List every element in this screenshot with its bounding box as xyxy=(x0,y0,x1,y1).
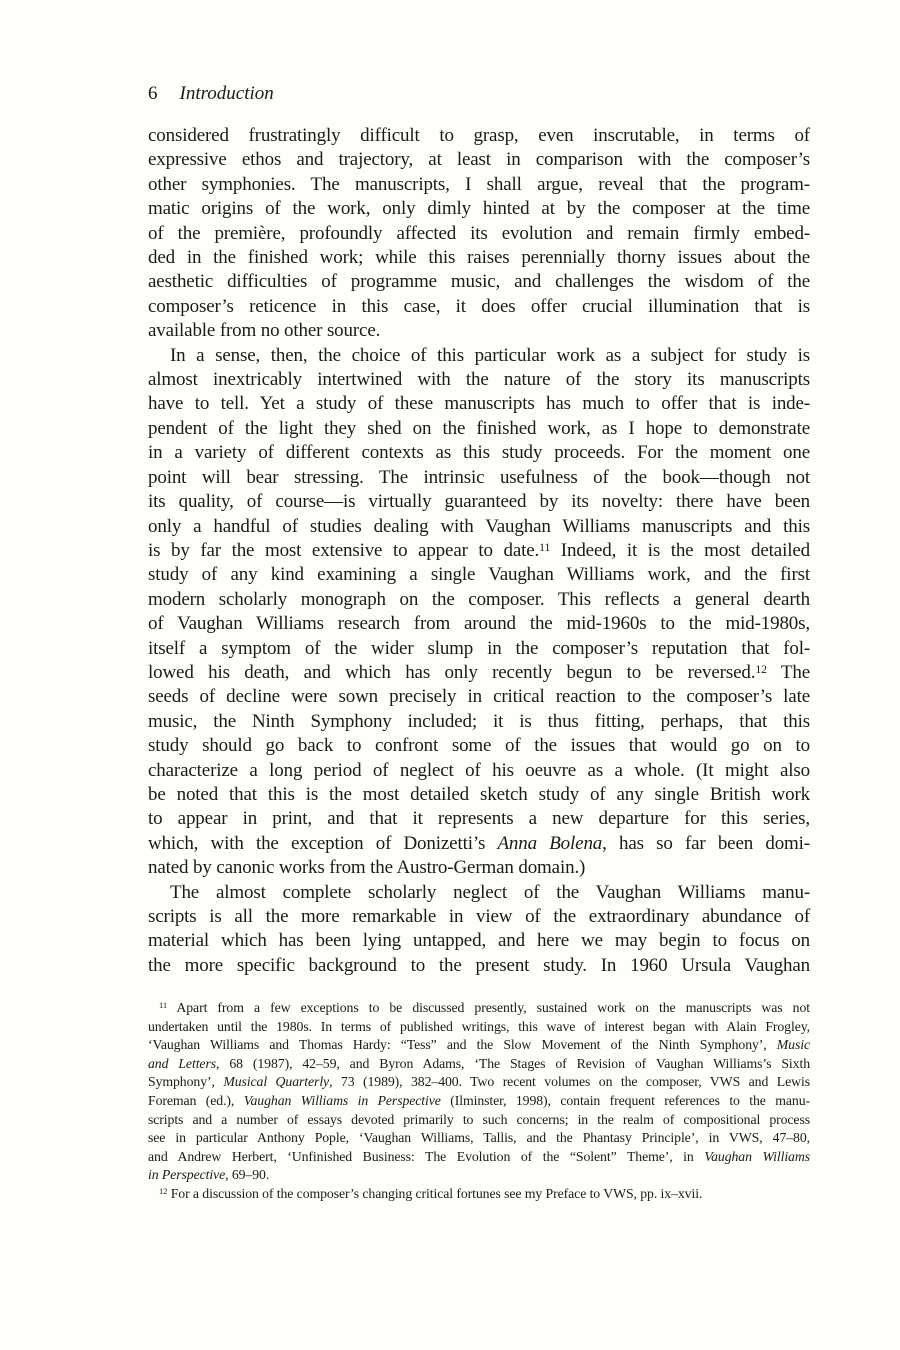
text-segment: in Perspective xyxy=(148,1167,226,1183)
text-line xyxy=(148,270,810,294)
paragraph xyxy=(148,881,810,979)
text-line xyxy=(148,612,810,636)
text-segment: in a variety of different contexts as this study proceeds. For the moment one xyxy=(148,442,810,464)
footnote-ref: 11 xyxy=(539,540,551,554)
paragraph xyxy=(148,1185,810,1204)
text-segment: lowed his death, and which has only recently begun to be reversed. xyxy=(148,661,756,683)
paragraph xyxy=(148,344,810,881)
text-segment: (Ilminster, 1998), contain frequent references to the manu- xyxy=(440,1092,810,1108)
text-line xyxy=(148,637,810,661)
text-line xyxy=(148,1036,810,1055)
text-segment: modern scholarly monograph on the composer. This reflects a general dearth xyxy=(148,588,810,610)
text-line xyxy=(148,344,810,368)
text-segment: material which has been lying untapped, and here we may begin to focus on xyxy=(148,930,810,952)
text-segment: only a handful of studies dealing with Vaughan Williams manuscripts and this xyxy=(148,515,810,537)
text-segment: aesthetic difficulties of programme music, and challenges the wisdom of the xyxy=(148,271,810,293)
text-segment: study should go back to confront some of the issues that would go on to xyxy=(148,735,810,757)
text-line xyxy=(148,759,810,783)
text-segment: other symphonies. The manuscripts, I shall argue, reveal that the program- xyxy=(148,173,810,195)
text-segment: The almost complete scholarly neglect of the Vaughan Williams manu- xyxy=(170,881,810,903)
text-line xyxy=(148,1092,810,1111)
text-segment: its quality, of course—is virtually guaranteed by its novelty: there have been xyxy=(148,491,810,513)
text-segment: of the première, profoundly affected its evolution and remain firmly embed- xyxy=(148,222,810,244)
text-line xyxy=(148,710,810,734)
text-segment: , 68 (1987), 42–59, and Byron Adams, ‘The Stages of Revision of Vaughan Williams’s Sixth xyxy=(216,1055,810,1071)
text-line xyxy=(148,368,810,392)
text-segment: In a sense, then, the choice of this particular work as a subject for study is xyxy=(170,344,810,366)
text-line xyxy=(148,197,810,221)
text-segment: characterize a long period of neglect of his oeuvre as a whole. (It might also xyxy=(148,759,810,781)
text-segment: Symphony’, xyxy=(148,1074,224,1090)
text-segment: music, the Ninth Symphony included; it is thus fitting, perhaps, that this xyxy=(148,710,810,732)
text-line xyxy=(148,685,810,709)
text-line xyxy=(148,466,810,490)
text-segment: The xyxy=(766,661,810,683)
text-segment: seeds of decline were sown precisely in critical reaction to the composer’s late xyxy=(148,686,810,708)
text-line xyxy=(148,856,810,880)
text-segment: the more specific background to the present study. In 1960 Ursula Vaughan xyxy=(148,954,810,976)
text-line xyxy=(148,1073,810,1092)
text-segment: , 73 (1989), 382–400. Two recent volumes on the composer, VWS and Lewis xyxy=(329,1074,810,1090)
text-line xyxy=(148,1185,810,1204)
text-segment: which, with the exception of Donizetti’s xyxy=(148,832,498,854)
text-line xyxy=(148,222,810,246)
text-line xyxy=(148,929,810,953)
text-segment: Foreman (ed.), xyxy=(148,1092,244,1108)
text-segment: considered frustratingly difficult to grasp, even inscrutable, in terms of xyxy=(148,125,810,146)
text-line xyxy=(148,832,810,856)
text-line xyxy=(148,295,810,319)
text-segment: study of any kind examining a single Vaughan Williams work, and the first xyxy=(148,564,810,586)
footnote-ref: 12 xyxy=(755,662,767,676)
text-segment: and Andrew Herbert, ‘Unfinished Business: The Evolution of the “Solent” Theme’, in xyxy=(148,1148,705,1164)
text-segment: composer’s reticence in this case, it does offer crucial illumination that is xyxy=(148,295,810,317)
text-segment: scripts is all the more remarkable in view of the extraordinary abundance of xyxy=(148,906,810,927)
footnote-ref: 11 xyxy=(159,1000,168,1011)
text-segment: undertaken until the 1980s. In terms of published writings, this wave of interest began with Alain Frogley, xyxy=(148,1018,810,1034)
text-segment: pendent of the light they shed on the finished work, as I hope to demonstrate xyxy=(148,417,810,439)
text-segment: Vaughan Williams xyxy=(704,1148,810,1164)
text-segment: available from no other source. xyxy=(148,320,381,342)
text-segment: Indeed, it is the most detailed xyxy=(550,539,810,561)
body-text xyxy=(148,124,810,978)
text-segment: , 69–90. xyxy=(225,1167,270,1183)
text-segment: Music xyxy=(776,1037,810,1053)
text-line xyxy=(148,539,810,563)
text-segment: see in particular Anthony Pople, ‘Vaughan Williams, Tallis, and the Phantasy Principle’, in VWS, 47–80, xyxy=(148,1130,810,1146)
text-line xyxy=(148,441,810,465)
text-segment: almost inextricably intertwined with the nature of the story its manuscripts xyxy=(148,369,810,391)
text-line xyxy=(148,807,810,831)
text-segment: point will bear stressing. The intrinsic usefulness of the book—though not xyxy=(148,466,810,488)
footnote-ref: 12 xyxy=(159,1186,168,1197)
text-line xyxy=(148,124,810,148)
page-number: 6 xyxy=(148,83,158,104)
text-line xyxy=(148,148,810,172)
footnotes xyxy=(148,999,810,1204)
text-line xyxy=(148,173,810,197)
text-segment: Musical Quarterly xyxy=(223,1074,330,1090)
text-segment: is by far the most extensive to appear to date. xyxy=(148,539,540,561)
text-line xyxy=(148,490,810,514)
text-segment: Vaughan Williams in Perspective xyxy=(243,1092,441,1108)
text-segment: have to tell. Yet a study of these manuscripts has much to offer that is inde- xyxy=(148,393,810,415)
running-header xyxy=(148,82,810,106)
text-segment: Apart from a few exceptions to be discussed presently, sustained work on the manuscripts was not xyxy=(167,1000,810,1015)
text-segment: ded in the finished work; while this raises perennially thorny issues about the xyxy=(148,247,810,269)
text-line xyxy=(148,588,810,612)
text-segment: of Vaughan Williams research from around the mid-1960s to the mid-1980s, xyxy=(148,613,810,635)
text-line xyxy=(148,905,810,929)
text-line xyxy=(148,1055,810,1074)
text-segment: For a discussion of the composer’s changing critical fortunes see my Preface to VWS, pp. ix–xvii. xyxy=(167,1185,703,1201)
text-line xyxy=(148,783,810,807)
text-line xyxy=(148,661,810,685)
text-line xyxy=(148,1111,810,1130)
text-segment: , has so far been domi- xyxy=(602,832,810,854)
text-line xyxy=(148,515,810,539)
text-line xyxy=(148,1166,810,1185)
text-segment: itself a symptom of the wider slump in the composer’s reputation that fol- xyxy=(148,637,810,659)
paragraph xyxy=(148,124,810,344)
text-line xyxy=(148,417,810,441)
text-segment: expressive ethos and trajectory, at least in comparison with the composer’s xyxy=(148,149,810,171)
text-line xyxy=(148,563,810,587)
text-line xyxy=(148,319,810,343)
text-line xyxy=(148,881,810,905)
text-segment: matic origins of the work, only dimly hinted at by the composer at the time xyxy=(148,198,810,220)
text-segment: to appear in print, and that it represents a new departure for this series, xyxy=(148,808,810,830)
text-segment: and Letters xyxy=(148,1055,216,1071)
text-segment: scripts and a number of essays devoted primarily to such concerns; in the realm of compositional process xyxy=(148,1111,810,1127)
text-line xyxy=(148,954,810,978)
text-line xyxy=(148,1129,810,1148)
text-segment: be noted that this is the most detailed sketch study of any single British work xyxy=(148,783,810,805)
text-segment: Anna Bolena xyxy=(497,832,603,854)
text-line xyxy=(148,1018,810,1037)
text-line xyxy=(148,999,810,1018)
paragraph xyxy=(148,999,810,1185)
text-segment: ‘Vaughan Williams and Thomas Hardy: “Tess” and the Slow Movement of the Ninth Symphony’, xyxy=(148,1037,777,1053)
text-line xyxy=(148,392,810,416)
text-segment: nated by canonic works from the Austro-German domain.) xyxy=(148,857,586,879)
text-line xyxy=(148,1148,810,1167)
text-line xyxy=(148,734,810,758)
section-title: Introduction xyxy=(179,83,274,104)
text-line xyxy=(148,246,810,270)
